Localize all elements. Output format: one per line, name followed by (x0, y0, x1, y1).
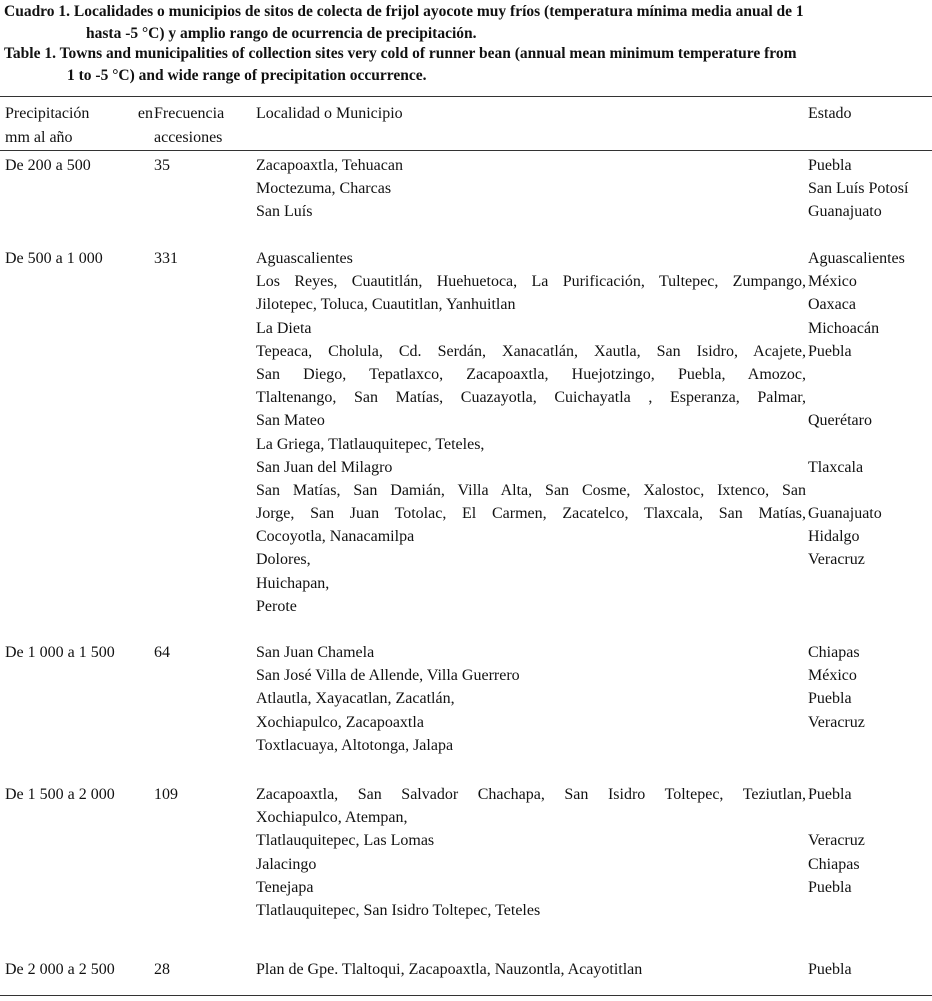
row-states (808, 154, 932, 224)
state-line (808, 363, 932, 386)
locality-line: Zacapoaxtla, San Salvador Chachapa, San Isidro Toltepec, Teziutlan, (256, 786, 806, 803)
locality-line: Jilotepec, Toluca, Cuautitlan, Yanhuitlan (256, 296, 516, 314)
state-line (808, 572, 932, 595)
caption-english-line2: 1 to -5 °C) and wide range of precipitation occurrence. (67, 67, 427, 84)
row-states (808, 958, 932, 981)
row-frequency: 331 (154, 250, 178, 267)
header-frequency-line2: accesiones (154, 129, 223, 146)
state-line: San Luís Potosí (808, 180, 909, 198)
state-line (808, 479, 932, 502)
caption-english-label: Table 1. (4, 45, 56, 62)
header-state: Estado (808, 105, 852, 122)
state-line: Oaxaca (808, 296, 856, 314)
row-frequency: 28 (154, 961, 170, 978)
table-top-rule (0, 96, 932, 97)
header-frequency (154, 102, 224, 150)
state-line: Puebla (808, 342, 852, 360)
state-line (808, 386, 932, 409)
state-line: Puebla (808, 690, 852, 708)
caption-english (4, 43, 930, 87)
locality-line: San Mateo (256, 412, 325, 430)
locality-line: San Juan del Milagro (256, 458, 393, 476)
state-line: Chiapas (808, 855, 860, 873)
row-range: De 500 a 1 000 (5, 250, 103, 267)
row-localities (256, 958, 806, 981)
locality-line: Jalacingo (256, 855, 317, 873)
locality-line: Tlatlauquitepec, Las Lomas (256, 832, 435, 850)
locality-line: Huichapan, (256, 574, 330, 592)
state-line: Puebla (808, 786, 852, 803)
row-localities (256, 783, 806, 922)
locality-line: Moctezuma, Charcas (256, 180, 392, 198)
locality-line: Los Reyes, Cuautitlán, Huehuetoca, La Purificación, Tultepec, Zumpango, (256, 273, 806, 291)
row-states (808, 247, 932, 618)
locality-line: Dolores, (256, 551, 311, 569)
state-line (808, 595, 932, 618)
header-locality: Localidad o Municipio (256, 105, 403, 122)
locality-line: San Juan Chamela (256, 644, 375, 661)
locality-line: Tlatlauquitepec, San Isidro Toltepec, Teteles (256, 901, 541, 919)
row-frequency: 35 (154, 157, 170, 174)
locality-line: San Luís (256, 203, 313, 221)
state-line (808, 433, 932, 456)
caption-english-line1 (4, 43, 930, 65)
locality-line: Xochiapulco, Atempan, (256, 809, 408, 827)
state-line: Puebla (808, 157, 852, 174)
row-frequency: 109 (154, 786, 178, 803)
row-range: De 2 000 a 2 500 (5, 961, 115, 978)
row-range: De 1 500 a 2 000 (5, 786, 115, 803)
row-localities (256, 641, 806, 757)
row-states (808, 783, 932, 922)
locality-line: Tenejapa (256, 878, 314, 896)
row-range: De 200 a 500 (5, 157, 91, 174)
row-localities (256, 247, 806, 618)
locality-line: Tepeaca, Cholula, Cd. Serdán, Xanacatlán, Xautla, San Isidro, Acajete, (256, 342, 806, 360)
state-line (808, 734, 932, 757)
state-line: Veracruz (808, 551, 865, 569)
row-localities (256, 154, 806, 224)
state-line: Puebla (808, 961, 852, 978)
state-line: Tlaxcala (808, 458, 864, 476)
row-states (808, 641, 932, 757)
locality-line: La Griega, Tlatlauquitepec, Teteles, (256, 435, 485, 453)
caption-spanish-label: Cuadro 1. (4, 3, 71, 20)
state-line: Hidalgo (808, 528, 860, 546)
locality-line: Tlaltenango, San Matías, Cuazayotla, Cuichayatla , Esperanza, Palmar, (256, 389, 806, 407)
state-line: Chiapas (808, 644, 860, 661)
locality-line: Cocoyotla, Nanacamilpa (256, 528, 415, 546)
header-frequency-line1: Frecuencia (154, 105, 225, 122)
state-line: Veracruz (808, 832, 865, 850)
locality-line: San Diego, Tepatlaxco, Zacapoaxtla, Huejotzingo, Puebla, Amozoc, (256, 365, 806, 383)
locality-line: Atlautla, Xayacatlan, Zacatlán, (256, 690, 455, 708)
state-line (808, 899, 932, 922)
locality-line: Jorge, San Juan Totolac, El Carmen, Zacatelco, Tlaxcala, San Matías, (256, 505, 806, 523)
state-line: Querétaro (808, 412, 872, 430)
locality-line: Plan de Gpe. Tlaltoqui, Zacapoaxtla, Nauzontla, Acayotitlan (256, 961, 643, 978)
locality-line: Perote (256, 597, 297, 615)
locality-line: Xochiapulco, Zacapoaxtla (256, 713, 424, 731)
locality-line: San Matías, San Damián, Villa Alta, San Cosme, Xalostoc, Ixtenco, San (256, 481, 806, 499)
header-precipitation-line1: Precipitación en (5, 105, 153, 122)
caption-spanish-text: Localidades o municipios de sitos de colecta de frijol ayocote muy fríos (temperatura mínima media anual de 1 (73, 3, 804, 20)
table-bottom-rule (0, 995, 932, 996)
locality-line: Zacapoaxtla, Tehuacan (256, 157, 403, 174)
state-line: México (808, 667, 857, 685)
state-line: Aguascalientes (808, 250, 905, 267)
state-line: Guanajuato (808, 203, 882, 221)
state-line: México (808, 273, 857, 291)
caption-spanish (4, 1, 930, 45)
caption-spanish-line2: hasta -5 °C) y amplio rango de ocurrencia de precipitación. (86, 25, 477, 42)
header-precipitation-line2: mm al año (5, 129, 73, 146)
state-line: Puebla (808, 878, 852, 896)
header-precipitation (5, 102, 153, 150)
caption-english-text: Towns and municipalities of collection sites very cold of runner bean (annual mean minimum temperature from (59, 45, 797, 62)
locality-line: Toxtlacuaya, Altotonga, Jalapa (256, 736, 454, 754)
locality-line: Aguascalientes (256, 250, 353, 267)
row-range: De 1 000 a 1 500 (5, 644, 115, 661)
header-bottom-rule (0, 150, 932, 151)
caption-spanish-line1 (4, 1, 930, 23)
state-line: Michoacán (808, 319, 880, 337)
state-line (808, 806, 932, 829)
state-line: Guanajuato (808, 505, 882, 523)
row-frequency: 64 (154, 644, 170, 661)
locality-line: La Dieta (256, 319, 312, 337)
locality-line: San José Villa de Allende, Villa Guerrero (256, 667, 520, 685)
state-line: Veracruz (808, 713, 865, 731)
